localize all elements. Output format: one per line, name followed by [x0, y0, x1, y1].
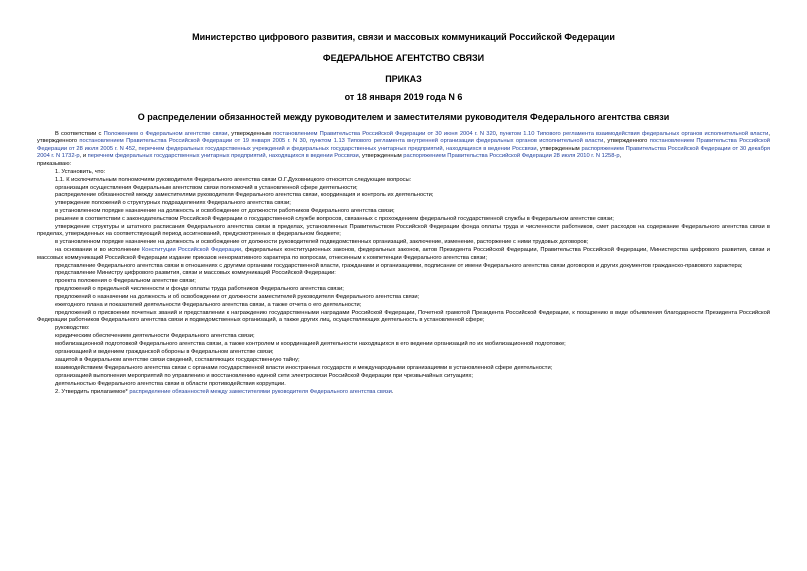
- list-item: распределение обязанностей между заместителями руководителя Федерального агентства связи, координация и контроль их деятельности;: [55, 192, 434, 199]
- ministry-name: Министерство цифрового развития, связи и массовых коммуникаций Российской Федерации: [192, 32, 615, 42]
- preamble-text: В соответствии с: [55, 131, 104, 137]
- preamble-text: , и: [79, 152, 88, 159]
- list-item: утверждение структуры и штатного расписания Федерального агентства связи в пределах, установленных Правительством Российской Федерации фонда оплаты труда и численности работников, смет расходов на содержание Федерального агентства связи в пределах, утвержденных на соответствующий период ассигнований, предусмотренных в федеральном бюджете;: [37, 224, 770, 238]
- link-order-1732[interactable]: распоряжением Правительства Российской Федерации от 30 декабря 2004 г. N 1732-р: [37, 145, 770, 159]
- list-item: организация осуществления Федеральным агентством связи полномочий в установленной сфере деятельности;: [55, 184, 358, 191]
- list-item: предложений о назначении на должность и об освобождении от должности заместителей руководителя Федерального агентства связи;: [55, 294, 420, 301]
- list-item: представление Министру цифрового развития, связи и массовых коммуникаций Российской Федерации:: [55, 270, 336, 277]
- link-clause-1-13[interactable]: пунктом 1.13 Типового регламента внутренней организации федеральных органов исполнительной власти: [309, 138, 604, 145]
- list-item: деятельностью Федерального агентства связи в области противодействия коррупции.: [55, 380, 286, 387]
- clause-2: [37, 389, 770, 396]
- list-item: предложений о предельной численности и фонде оплаты труда работников Федерального агентства связи;: [55, 286, 344, 293]
- preamble-text: , утвержденным: [536, 145, 582, 152]
- list-item: в установленном порядке назначение на должность и освобождение от должности руководителей подведомственных организаций, заключение, изменение, расторжение с ними трудовых договоров;: [55, 239, 589, 246]
- clause-2-text: .: [391, 388, 394, 395]
- link-list-enterprises[interactable]: перечнем федеральных государственных унитарных предприятий, находящихся в ведении Россвязи: [87, 152, 359, 159]
- preamble-text: , утвержденным: [358, 152, 404, 159]
- preamble-text: ,: [619, 152, 622, 159]
- document-body: [37, 131, 770, 396]
- list-item: мобилизационной подготовкой Федерального агентства связи, а также контролем и координацией деятельности находящихся в его ведении организаций по их мобилизационной подготовке;: [55, 341, 566, 348]
- list-item: руководство:: [55, 325, 90, 332]
- list-item: представление Федерального агентства связи в отношениях с другими органами государственной власти, гражданами и организациями, подписание от имени Федерального агентства связи договоров и других документов гражданско-правового характера;: [55, 262, 743, 269]
- preamble-text: ,: [495, 131, 500, 137]
- link-decree-320[interactable]: постановлением Правительства Российской Федерации от 30 июня 2004 г. N 320: [273, 131, 496, 137]
- link-clause-1-10[interactable]: пунктом 1.10 Типового регламента взаимодействия федеральных органов исполнительной власти: [499, 131, 769, 137]
- link-constitution[interactable]: Конституции Российской Федерации: [141, 247, 242, 254]
- link-list-institutions[interactable]: перечнем федеральных государственных учреждений и федеральных государственных унитарных предприятий, находящихся в ведении Россвязи: [138, 145, 537, 152]
- link-distribution-of-duties[interactable]: распределение обязанностей между заместителями руководителя Федерального агентства связи: [129, 388, 392, 395]
- order-word: приказываю:: [37, 160, 72, 167]
- link-order-1258[interactable]: распоряжением Правительства Российской Федерации 28 июля 2010 г. N 1258-р: [403, 152, 620, 159]
- link-decree-30[interactable]: постановлением Правительства Российской Федерации от 19 января 2005 г. N 30: [79, 138, 306, 145]
- preamble-text: ,: [135, 145, 139, 152]
- list-item: решение в соответствии с законодательством Российской Федерации о государственной службе вопросов, связанных с прохождением федеральной государственной службы в Федеральном агентстве связи;: [55, 216, 614, 223]
- list-item-text: , федеральных конституционных законов, федеральных законов, актов Президента Российской Федерации, Правительства Российской Федерации, Министерства цифрового развития, связи и массовых коммуникаций Российской Федерации издание приказов ненормативного характера по вопросам, отнесенным к компетенции Федерального агентства связи;: [37, 247, 770, 261]
- link-decree-452[interactable]: постановлением Правительства Российской Федерации от 28 июля 2005 г. N 452: [37, 138, 771, 152]
- list-item: [37, 247, 770, 262]
- list-item: предложений о присвоении почетных званий и представлении к награждению государственными наградами Российской Федерации, Почетной грамотой Президента Российской Федерации, к поощрению в виде объявления благодарности Президента Российской Федерации работников Федерального агентства связи и подведомственных организаций, а также других лиц, осуществляющих деятельность в установленной сфере;: [37, 310, 770, 324]
- list-item-text: на основании и во исполнение: [55, 247, 142, 254]
- list-item: юридическим обеспечением деятельности Федерального агентства связи;: [55, 333, 255, 340]
- document-title: О распределении обязанностей между руководителем и заместителями руководителя Федерального агентства связи: [137, 112, 670, 122]
- list-item: защитой в Федеральном агентстве связи сведений, составляющих государственную тайну;: [55, 357, 300, 364]
- list-item: взаимодействием Федерального агентства связи с органами государственной власти иностранных государств и международными организациями в установленной сфере деятельности;: [55, 365, 553, 371]
- clause-1: 1. Установить, что:: [55, 168, 106, 175]
- list-item: ежегодного плана и показателей деятельности Федерального агентства связи, а также отчета о его деятельности;: [55, 302, 362, 309]
- link-agency-regulation[interactable]: Положением о Федеральном агентстве связи: [103, 131, 228, 137]
- document-type: ПРИКАЗ: [385, 74, 422, 84]
- clause-2-text: 2. Утвердить прилагаемое*: [55, 388, 130, 395]
- preamble-text: , утвержденного: [37, 131, 771, 145]
- document-date-number: от 18 января 2019 года N 6: [344, 92, 463, 102]
- preamble-text: , утвержденным: [227, 131, 274, 137]
- list-item: утверждение положений о структурных подразделениях Федерального агентства связи;: [55, 200, 291, 207]
- list-item: проекта положения о Федеральном агентстве связи;: [55, 278, 196, 285]
- agency-name: ФЕДЕРАЛЬНОЕ АГЕНТСТВО СВЯЗИ: [322, 53, 485, 63]
- list-item: организацией выполнения мероприятий по управлению и восстановлению единой сети электросвязи Российской Федерации при чрезвычайных ситуациях;: [55, 372, 474, 379]
- preamble-paragraph: [37, 131, 770, 160]
- clause-1-1: 1.1. К исключительным полномочиям руководителя Федерального агентства связи О.Г.Духовницкого относятся следующие вопросы:: [55, 176, 412, 183]
- preamble-text: ,: [305, 138, 310, 145]
- list-item: в установленном порядке назначение на должность и освобождение от должности работников Федерального агентства связи;: [55, 208, 395, 215]
- list-item: организацией и ведением гражданской обороны в Федеральном агентстве связи;: [55, 349, 274, 356]
- preamble-text: , утвержденного: [603, 138, 650, 145]
